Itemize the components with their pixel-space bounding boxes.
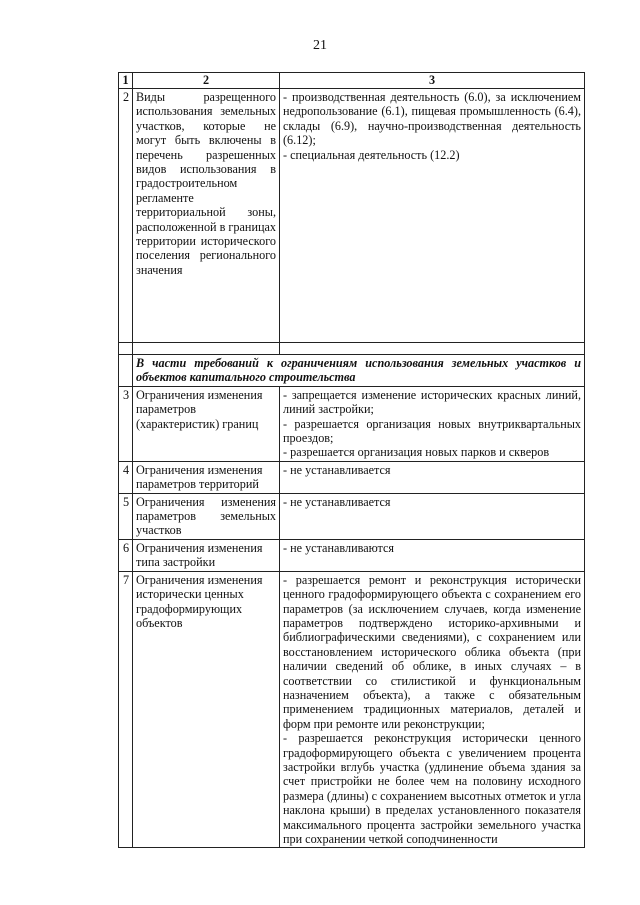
row-name: Виды разрещенного использования земельных участков, которые не могут быть включены в перечень разрешенных видов использования в градостроительном регламенте территориальной зоны, расположенной в границах территории исторического поселения регионального значения <box>133 89 280 343</box>
row-name: Ограничения изменения параметров (характеристик) границ <box>133 386 280 461</box>
list-item: - не устанавливаются <box>283 540 395 555</box>
row-content <box>280 89 585 343</box>
table-row <box>119 461 585 493</box>
row-content <box>280 461 585 493</box>
list-item: - разрешается организация новых парков и скверов <box>283 445 550 460</box>
row-name: Ограничения изменения исторически ценных градоформирующих объектов <box>133 571 280 848</box>
header-cell-1: 1 <box>119 73 133 89</box>
table-header-row <box>119 73 585 89</box>
row-content <box>280 539 585 571</box>
header-cell-3: 3 <box>280 73 585 89</box>
list-item: - специальная деятельность (12.2) <box>283 147 460 162</box>
list-item: - разрешается реконструкция исторически ценного градоформирующего объекта с увеличением процента застройки вглубь участка (удлинение объема здания за счет пристройки не более чем на половину исходного размера (длины) с сохранением высотных отметок и угла наклона крыши) в пределах установленного показателя максимального процента застройки земельного участка при сохранении четкой соподчиненности <box>283 731 581 846</box>
row-content <box>280 571 585 848</box>
row-number: 6 <box>119 539 133 571</box>
table-row <box>119 539 585 571</box>
table-row-blank <box>119 343 585 355</box>
row-number: 3 <box>119 386 133 461</box>
table-row <box>119 386 585 461</box>
list-item: - разрешается организация новых внутриквартальных проездов; <box>283 416 581 446</box>
list-item: - запрещается изменение исторических красных линий, линий застройки; <box>283 387 581 417</box>
row-name: Ограничения изменения параметров территорий <box>133 461 280 493</box>
table-row <box>119 571 585 848</box>
row-number: 7 <box>119 571 133 848</box>
list-item: - разрешается ремонт и реконструкция исторически ценного градоформирующего объекта с сохранением его параметров (за исключением случаев, когда изменение параметров подтверждено историко-архивными и библиографическими сведениями), с сохранением или восстановлением исторического облика объекта (при наличии сведений об облике, в иных случаях – в соответствии со стилистикой и функциональным назначением объекта), а также с обязательным применением традиционных материалов, деталей и форм при ремонте или реконструкции; <box>283 572 581 731</box>
row-number: 2 <box>119 89 133 343</box>
list-item: - не устанавливается <box>283 494 391 509</box>
regulation-table <box>118 72 585 848</box>
row-content <box>280 386 585 461</box>
list-item: - производственная деятельность (6.0), за исключением недропользование (6.1), пищевая промышленность (6.4), склады (6.9), научно-производственная деятельность (6.12); <box>283 90 581 148</box>
row-content <box>280 493 585 539</box>
section-title-row <box>119 355 585 387</box>
page-number: 21 <box>313 38 327 53</box>
row-number: 4 <box>119 461 133 493</box>
row-name: Ограничения изменения типа застройки <box>133 539 280 571</box>
row-name: Ограничения изменения параметров земельных участков <box>133 493 280 539</box>
row-number: 5 <box>119 493 133 539</box>
header-cell-2: 2 <box>133 73 280 89</box>
section-title: В части требований к ограничениям использования земельных участков и объектов капитального строительства <box>133 355 585 387</box>
table-row <box>119 89 585 343</box>
table-row <box>119 493 585 539</box>
list-item: - не устанавливается <box>283 462 391 477</box>
